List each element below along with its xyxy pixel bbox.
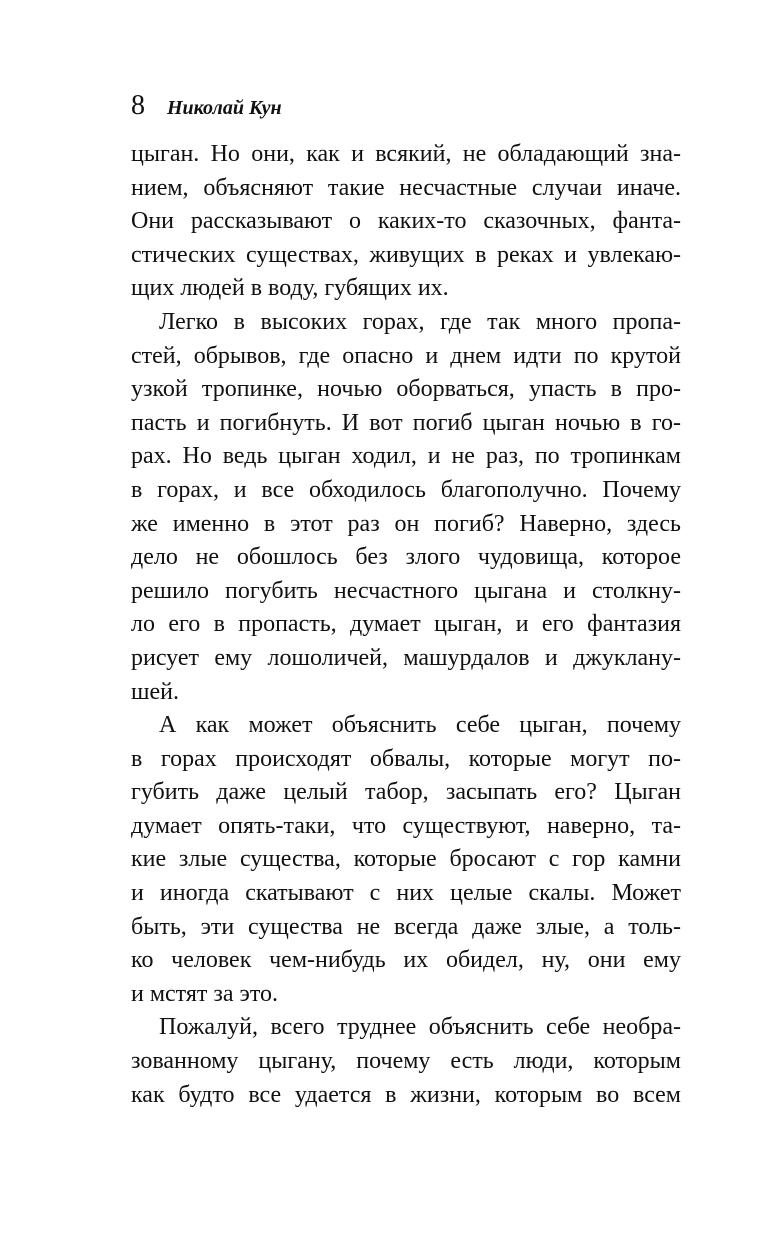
text-line: ло его в пропасть, думает цыган, и его фантазия — [131, 611, 681, 638]
text-line: губить даже целый табор, засыпать его? Цыган — [131, 779, 681, 806]
text-line: зованному цыгану, почему есть люди, которым — [131, 1048, 681, 1075]
text-line: и иногда скатывают с них целые скалы. Может — [131, 880, 681, 907]
text-line: решило погубить несчастного цыгана и столкну- — [131, 577, 681, 604]
text-line: нием, объясняют такие несчастные случаи иначе. — [131, 174, 681, 201]
text-line: быть, эти существа не всегда даже злые, а толь- — [131, 913, 681, 940]
text-line: Они рассказывают о каких-то сказочных, фанта- — [131, 208, 681, 235]
body-text — [131, 138, 681, 1112]
text-line: как будто все удается в жизни, которым во всем — [131, 1081, 681, 1108]
page-number: 8 — [131, 90, 145, 121]
paragraph-first-line: Легко в высоких горах, где так много пропа- — [159, 308, 681, 335]
text-line: дело не обошлось без злого чудовища, которое — [131, 544, 681, 571]
text-line: в горах происходят обвалы, которые могут по- — [131, 745, 681, 772]
paragraph-first-line: Пожалуй, всего труднее объяснить себе необра- — [159, 1014, 681, 1041]
text-line: стических существах, живущих в реках и увлекаю- — [131, 241, 681, 268]
author-name: Николай Кун — [167, 97, 282, 119]
running-header — [131, 86, 282, 126]
text-line: ко человек чем-нибудь их обидел, ну, они ему — [131, 947, 681, 974]
text-line: шей. — [131, 678, 179, 705]
text-line: кие злые существа, которые бросают с гор камни — [131, 846, 681, 873]
text-line: пасть и погибнуть. И вот погиб цыган ночью в го- — [131, 409, 681, 436]
text-line: думает опять-таки, что существуют, наверно, та- — [131, 812, 681, 839]
text-line: и мстят за это. — [131, 980, 278, 1007]
text-line: стей, обрывов, где опасно и днем идти по крутой — [131, 342, 681, 369]
text-line: цыган. Но они, как и всякий, не обладающий зна- — [131, 141, 681, 167]
paragraph-first-line: А как может объяснить себе цыган, почему — [159, 712, 681, 739]
text-line: же именно в этот раз он погиб? Наверно, здесь — [131, 510, 681, 537]
text-line: узкой тропинке, ночью оборваться, упасть в про- — [131, 376, 681, 403]
text-line: щих людей в воду, губящих их. — [131, 275, 449, 302]
text-line: рах. Но ведь цыган ходил, и не раз, по тропинкам — [131, 443, 681, 470]
text-line: рисует ему лошоличей, машурдалов и джуклану- — [131, 644, 681, 671]
text-line: в горах, и все обходилось благополучно. Почему — [131, 476, 681, 503]
